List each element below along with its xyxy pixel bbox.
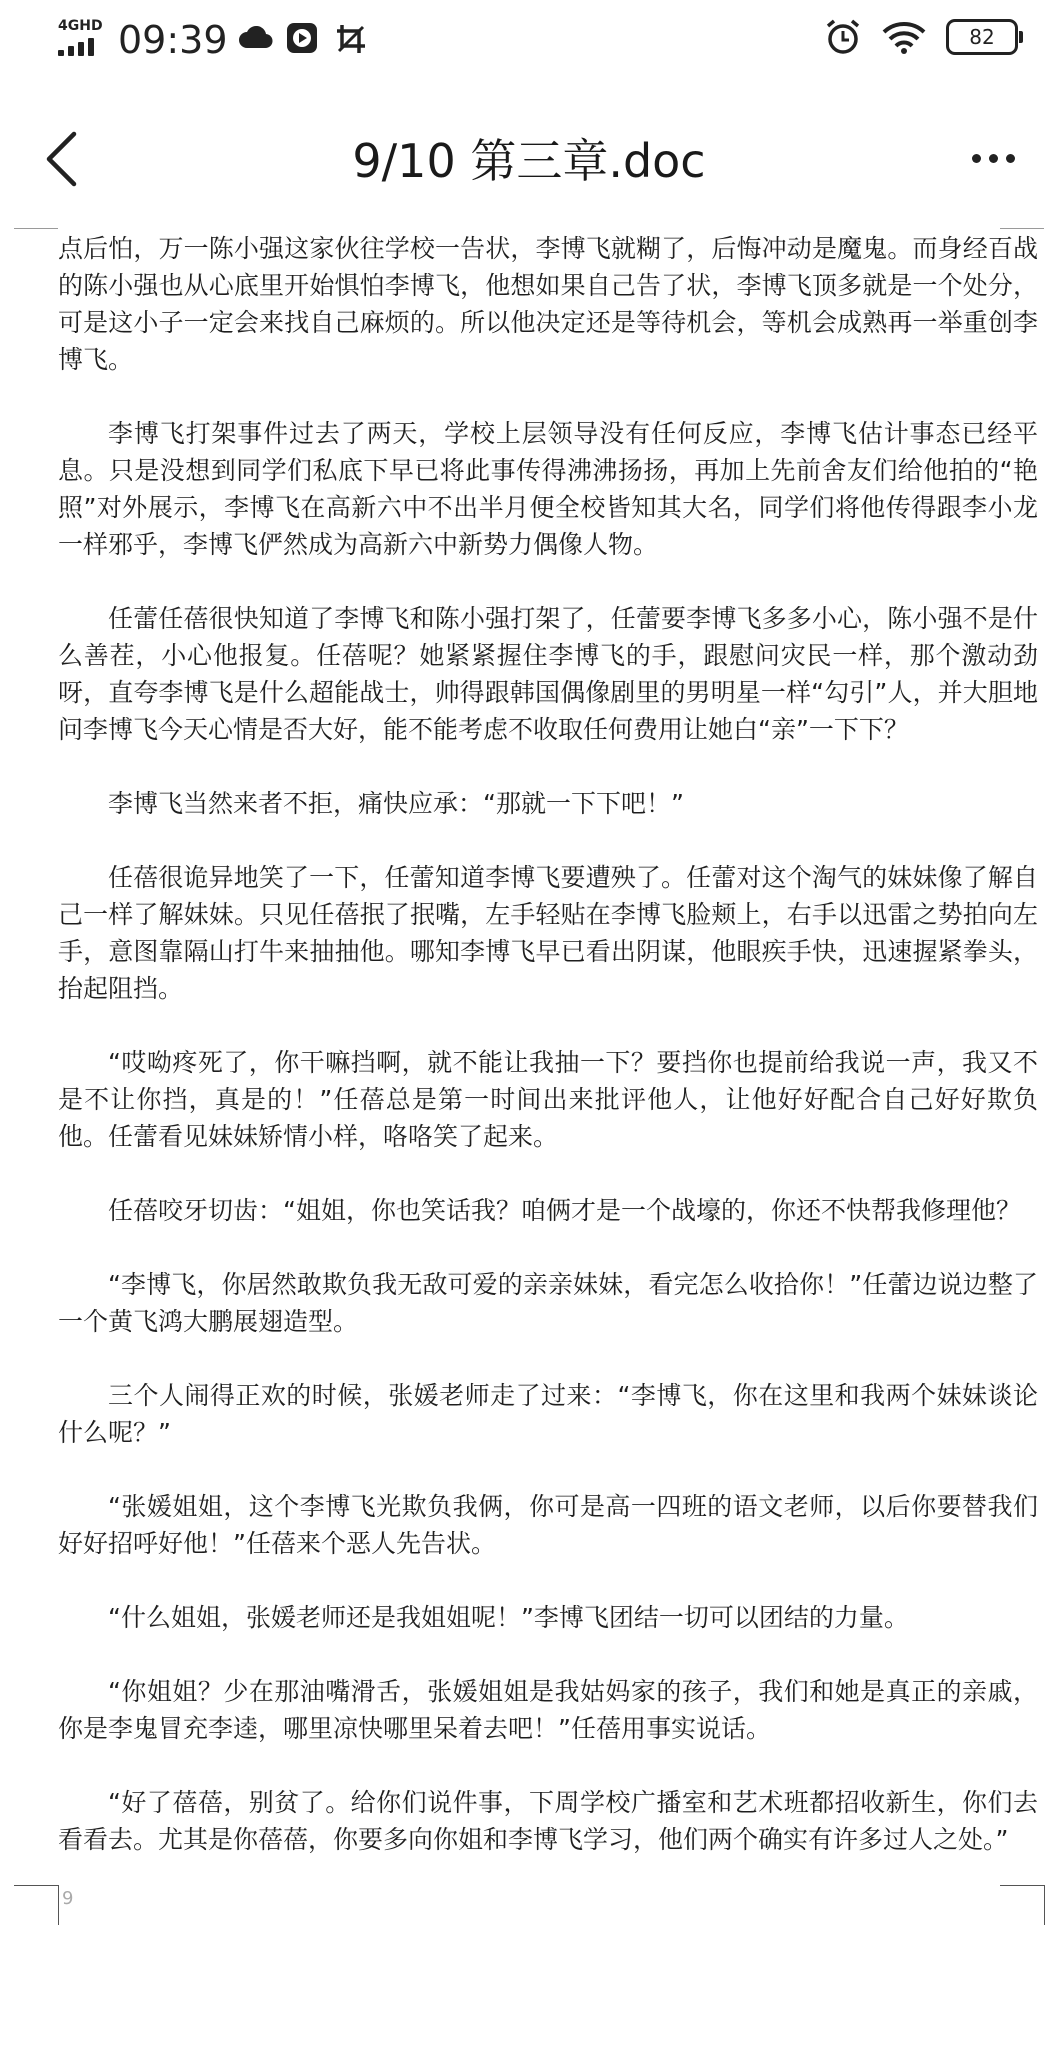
alarm-clock-icon [824, 18, 862, 56]
document-title: 9/10 第三章.doc [352, 134, 706, 188]
wifi-icon [882, 20, 926, 54]
paragraph: “什么姐姐，张媛老师还是我姐姐呢！”李博飞团结一切可以团结的力量。 [108, 1603, 909, 1632]
page-corner-mark [1000, 1885, 1044, 1886]
status-bar [0, 0, 1058, 80]
screenshot-blocked-icon [334, 22, 368, 56]
paragraph: “哎呦疼死了，你干嘛挡啊，就不能让我抽一下？要挡你也提前给我说一声，我又不是不让你挡，真是的！”任蓓总是第一时间出来批评他人，让他好好配合自己好好欺负他。任蕾看见妹妹矫情小样，咯咯笑了起来。 [58, 1048, 1038, 1151]
page-corner-mark [58, 1885, 59, 1925]
page-margin-mark [1000, 228, 1044, 229]
paragraph: 李博飞打架事件过去了两天，学校上层领导没有任何反应，李博飞估计事态已经平息。只是没想到同学们私底下早已将此事传得沸沸扬扬，再加上先前舍友们给他拍的“艳照”对外展示，李博飞在高新六中不出半月便全校皆知其大名，同学们将他传得跟李小龙一样邪乎，李博飞俨然成为高新六中新势力偶像人物。 [58, 419, 1038, 559]
paragraph: “你姐姐？少在那油嘴滑舌，张媛姐姐是我姑妈家的孩子，我们和她是真正的亲戚，你是李鬼冒充李逵，哪里凉快哪里呆着去吧！”任蓓用事实说话。 [58, 1677, 1038, 1743]
page-corner-mark [14, 1885, 58, 1886]
paragraph: 李博飞当然来者不拒，痛快应承：“那就一下下吧！” [108, 789, 684, 818]
cellular-signal-icon [58, 18, 110, 60]
battery-level: 82 [969, 25, 995, 49]
paragraph: 任蓓咬牙切齿：“姐姐，你也笑话我？咱俩才是一个战壕的，你还不快帮我修理他？ [108, 1196, 1021, 1225]
paragraph: “张媛姐姐，这个李博飞光欺负我俩，你可是高一四班的语文老师，以后你要替我们好好招呼好他！”任蓓来个恶人先告状。 [58, 1492, 1038, 1558]
paragraph: “李博飞，你居然敢欺负我无敌可爱的亲亲妹妹，看完怎么收拾你！”任蕾边说边整了一个黄飞鸿大鹏展翅造型。 [58, 1270, 1038, 1336]
page-number: 9 [62, 1888, 74, 1909]
page-margin-mark [14, 228, 58, 229]
back-button[interactable] [44, 124, 104, 194]
chevron-left-icon [44, 131, 78, 187]
paragraph: “好了蓓蓓，别贫了。给你们说件事，下周学校广播室和艺术班都招收新生，你们去看看去。尤其是你蓓蓓，你要多向你姐和李博飞学习，他们两个确实有许多过人之处。” [58, 1788, 1038, 1854]
battery-icon [946, 19, 1018, 55]
paragraph: 点后怕，万一陈小强这家伙往学校一告状，李博飞就糊了，后悔冲动是魔鬼。而身经百战的陈小强也从心底里开始惧怕李博飞，他想如果自己告了状，李博飞顶多就是一个处分，可是这小子一定会来找自己麻烦的。所以他决定还是等待机会，等机会成熟再一举重创李博飞。 [58, 234, 1038, 374]
more-options-button[interactable] [958, 138, 1028, 178]
document-toolbar [0, 80, 1058, 230]
status-time: 09:39 [118, 18, 228, 62]
network-type-label: 4GHD [58, 18, 103, 34]
video-player-icon [286, 22, 318, 54]
paragraph: 任蕾任蓓很快知道了李博飞和陈小强打架了，任蕾要李博飞多多小心，陈小强不是什么善茬，小心他报复。任蓓呢？她紧紧握住李博飞的手，跟慰问灾民一样，那个激动劲呀，直夸李博飞是什么超能战士，帅得跟韩国偶像剧里的男明星一样“勾引”人，并大胆地问李博飞今天心情是否大好，能不能考虑不收取任何费用让她白“亲”一下下？ [58, 604, 1038, 744]
more-dot-icon [1006, 154, 1015, 163]
document-page[interactable] [58, 230, 1038, 1858]
more-dot-icon [989, 154, 998, 163]
paragraph: 任蓓很诡异地笑了一下，任蕾知道李博飞要遭殃了。任蕾对这个淘气的妹妹像了解自己一样了解妹妹。只见任蓓抿了抿嘴，左手轻贴在李博飞脸颊上，右手以迅雷之势拍向左手，意图靠隔山打牛来抽抽他。哪知李博飞早已看出阴谋，他眼疾手快，迅速握紧拳头，抬起阻挡。 [58, 863, 1038, 1003]
paragraph: 三个人闹得正欢的时候，张媛老师走了过来：“李博飞，你在这里和我两个妹妹谈论什么呢？” [58, 1381, 1038, 1447]
cloud-icon [238, 22, 274, 52]
page-corner-mark [1044, 1885, 1045, 1925]
more-dot-icon [972, 154, 981, 163]
